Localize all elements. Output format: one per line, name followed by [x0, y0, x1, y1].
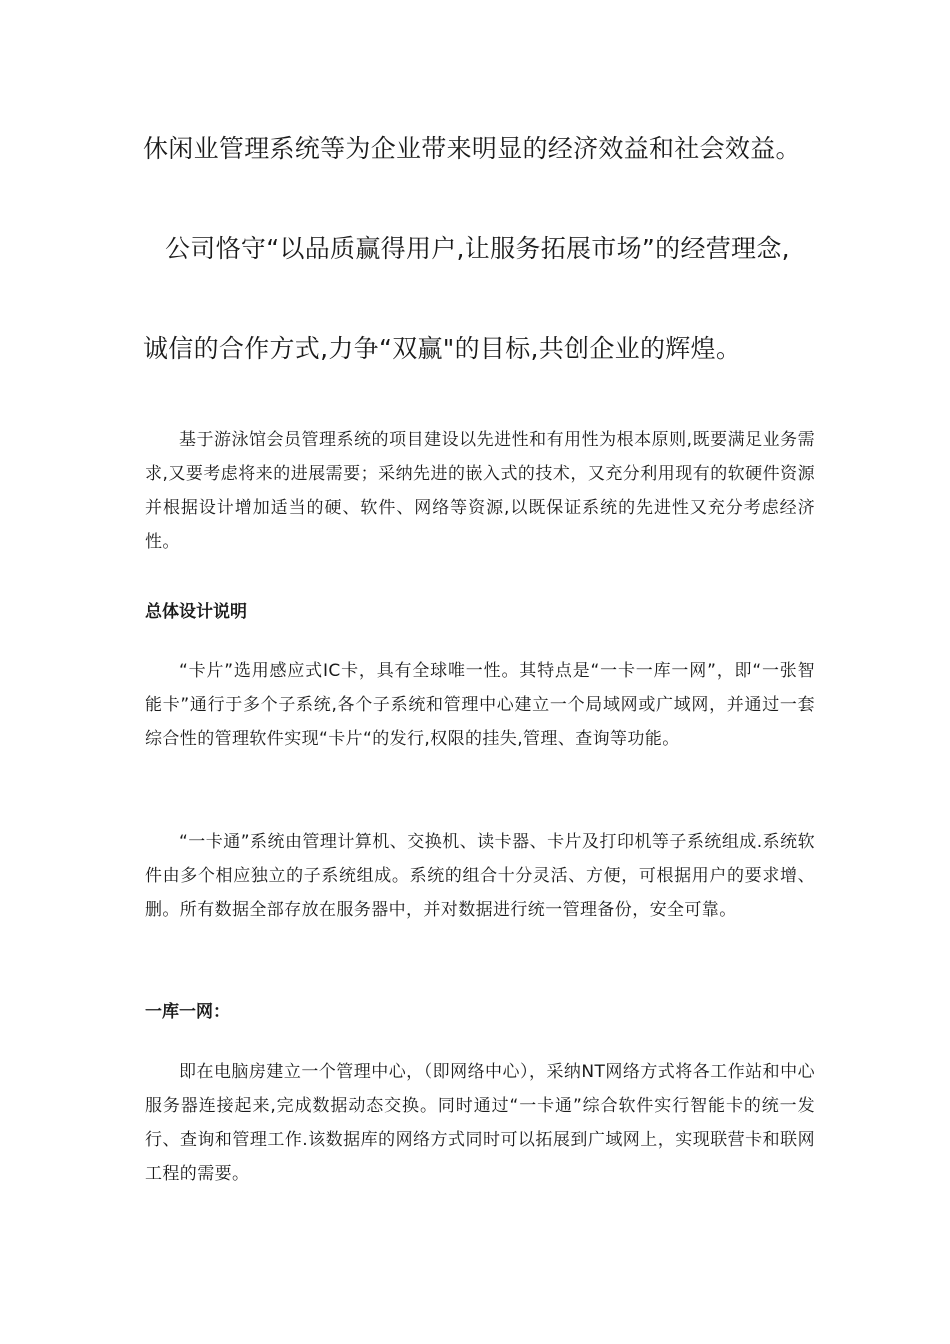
intro-line-2: 公司恪守“以品质赢得用户,让服务拓展市场”的经营理念, [165, 234, 790, 263]
intro-line-1: 休闲业管理系统等为企业带来明显的经济效益和社会效益。 [143, 134, 801, 163]
heading-overall-design: 总体设计说明 [145, 602, 247, 622]
paragraph-network-center: 即在电脑房建立一个管理中心，（即网络中心），采纳NT网络方式将各工作站和中心服务器连接起来,完成数据动态交换。同时通过“一卡通”综合软件实行智能卡的统一发行、查询和管理工作.该数据库的网络方式同时可以拓展到广域网上，实现联营卡和联网工程的需要。 [145, 1062, 815, 1184]
paragraph-design-principles: 基于游泳馆会员管理系统的项目建设以先进性和有用性为根本原则,既要满足业务需求,又要考虑将来的进展需要；采纳先进的嵌入式的技术，又充分利用现有的软硬件资源并根据设计增加适当的硬、软件、网络等资源,以既保证系统的先进性又充分考虑经济性。 [145, 430, 815, 552]
intro-line-3: 诚信的合作方式,力争“双赢"的目标,共创企业的辉煌。 [143, 334, 742, 363]
heading-one-library-one-network: 一库一网： [145, 1002, 230, 1022]
paragraph-card-description: “卡片”选用感应式IC卡，具有全球唯一性。其特点是“一卡一库一网”，即“一张智能卡”通行于多个子系统,各个子系统和管理中心建立一个局域网或广域网，并通过一套综合性的管理软件实现“卡片“的发行,权限的挂失,管理、查询等功能。 [145, 661, 815, 749]
paragraph-system-composition: “一卡通”系统由管理计算机、交换机、读卡器、卡片及打印机等子系统组成.系统软件由多个相应独立的子系统组成。系统的组合十分灵活、方便，可根据用户的要求增、删。所有数据全部存放在服务器中，并对数据进行统一管理备份，安全可靠。 [145, 832, 815, 920]
